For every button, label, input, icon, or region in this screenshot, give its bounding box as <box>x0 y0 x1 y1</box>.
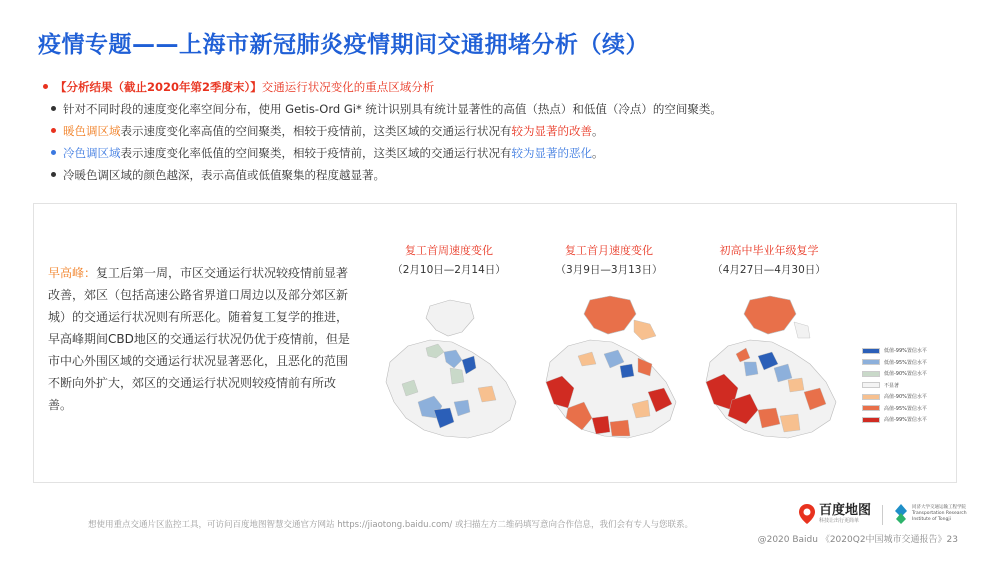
paragraph-body: 复工后第一周，市区交通运行状况较疫情前显著改善，郊区（包括高速公路省界道口周边以及部分郊区新城）的交通运行状况则有所恶化。随着复工复学的推进，早高峰期间CBD地区的交通运行状况仍优于疫情前，但是市中心外围区域的交通运行状况显著恶化，且恶化的范围不断向外扩大，郊区的交通运行状况则较疫情前有所改善。 <box>48 266 350 412</box>
legend-label: 高值-99%置信水平 <box>884 417 927 423</box>
analysis-paragraph <box>48 262 358 416</box>
bullet-2-end: 。 <box>592 124 604 138</box>
map-2-dates: （3月9日—3月13日） <box>555 264 663 276</box>
map-3-title: 初高中毕业年级复学 <box>719 244 819 257</box>
baidu-logo-name: 百度地图 <box>819 502 872 518</box>
bullet-dot <box>51 150 56 155</box>
legend-swatch <box>862 382 880 388</box>
map-1-shanghai <box>378 292 528 452</box>
legend-swatch <box>862 359 880 365</box>
legend-label: 高值-90%置信水平 <box>884 394 927 400</box>
legend-label: 高值-95%置信水平 <box>884 405 927 412</box>
bullet-header <box>43 79 434 95</box>
bullet-header-bracket: 【分析结果（截止2020年第2季度末）】 <box>55 80 262 94</box>
legend-label: 低值-90%置信水平 <box>884 371 927 377</box>
map-legend <box>862 345 927 426</box>
bullet-1 <box>51 101 722 117</box>
bullet-3 <box>51 145 604 161</box>
bullet-dot <box>51 128 56 133</box>
legend-swatch <box>862 348 880 354</box>
page-credit: @2020 Baidu 《2020Q2中国城市交通报告》23 <box>757 535 958 545</box>
legend-swatch <box>862 394 880 400</box>
legend-item <box>862 357 927 368</box>
map-2-title: 复工首月速度变化 <box>565 244 653 257</box>
map-2-shanghai <box>538 292 688 452</box>
bullet-header-rest: 交通运行状况变化的重点区域分析 <box>261 80 435 94</box>
bullet-3-end: 。 <box>592 146 604 160</box>
legend-swatch <box>862 371 880 377</box>
map-3-dates: （4月27日—4月30日） <box>712 264 826 276</box>
partner-logo-text: 同济大学交通运输工程学院 Transportation Research Institute of Tongji <box>912 505 967 522</box>
map-pin-icon <box>798 503 816 525</box>
partner-logo <box>893 503 970 525</box>
map-1-title: 复工首周速度变化 <box>405 244 493 257</box>
legend-item <box>862 380 927 391</box>
logo-divider <box>882 505 883 525</box>
map-3-shanghai <box>698 292 848 452</box>
partner-emblem-icon <box>893 503 909 525</box>
warm-term: 暖色调区域 <box>63 124 121 138</box>
legend-item <box>862 345 927 356</box>
cool-term: 冷色调区域 <box>63 146 121 160</box>
bullet-1-text: 针对不同时段的速度变化率空间分布，使用 Getis-Ord Gi* 统计识别具有统计显著性的高值（热点）和低值（冷点）的空间聚类。 <box>63 102 722 116</box>
legend-label: 低值-95%置信水平 <box>884 359 927 366</box>
paragraph-lead: 早高峰： <box>48 266 97 280</box>
bullet-2-text: 表示速度变化率高值的空间聚类，相较于疫情前，这类区域的交通运行状况有 <box>120 124 512 138</box>
legend-swatch <box>862 405 880 411</box>
bullet-dot <box>51 172 56 177</box>
legend-swatch <box>862 417 880 423</box>
bullet-4-text: 冷暖色调区域的颜色越深，表示高值或低值聚集的程度越显著。 <box>63 168 385 182</box>
bullet-2 <box>51 123 604 139</box>
legend-item <box>862 391 927 402</box>
worsen-term: 较为显著的恶化 <box>511 146 592 160</box>
baidu-logo-slogan: 科技让出行更简单 <box>819 517 860 524</box>
bullet-4 <box>51 167 385 183</box>
page-title: 疫情专题——上海市新冠肺炎疫情期间交通拥堵分析（续） <box>38 32 649 58</box>
improve-term: 较为显著的改善 <box>511 124 592 138</box>
footer-note: 想使用重点交通片区监控工具，可访问百度地图智慧交通官方网站 https://jiaotong.baidu.com/ 或扫描左方二维码填写意向合作信息，我们会有专人与您联系。 <box>88 520 693 530</box>
legend-label: 低值-99%置信水平 <box>884 348 927 354</box>
legend-item <box>862 368 927 379</box>
baidu-map-logo <box>798 503 871 525</box>
legend-item <box>862 403 927 414</box>
legend-label: 不显著 <box>884 382 900 389</box>
bullet-dot <box>51 106 56 111</box>
bullet-dot <box>43 84 48 89</box>
bullet-3-text: 表示速度变化率低值的空间聚类，相较于疫情前，这类区域的交通运行状况有 <box>120 146 512 160</box>
legend-item <box>862 414 927 425</box>
map-1-dates: （2月10日—2月14日） <box>392 264 506 276</box>
